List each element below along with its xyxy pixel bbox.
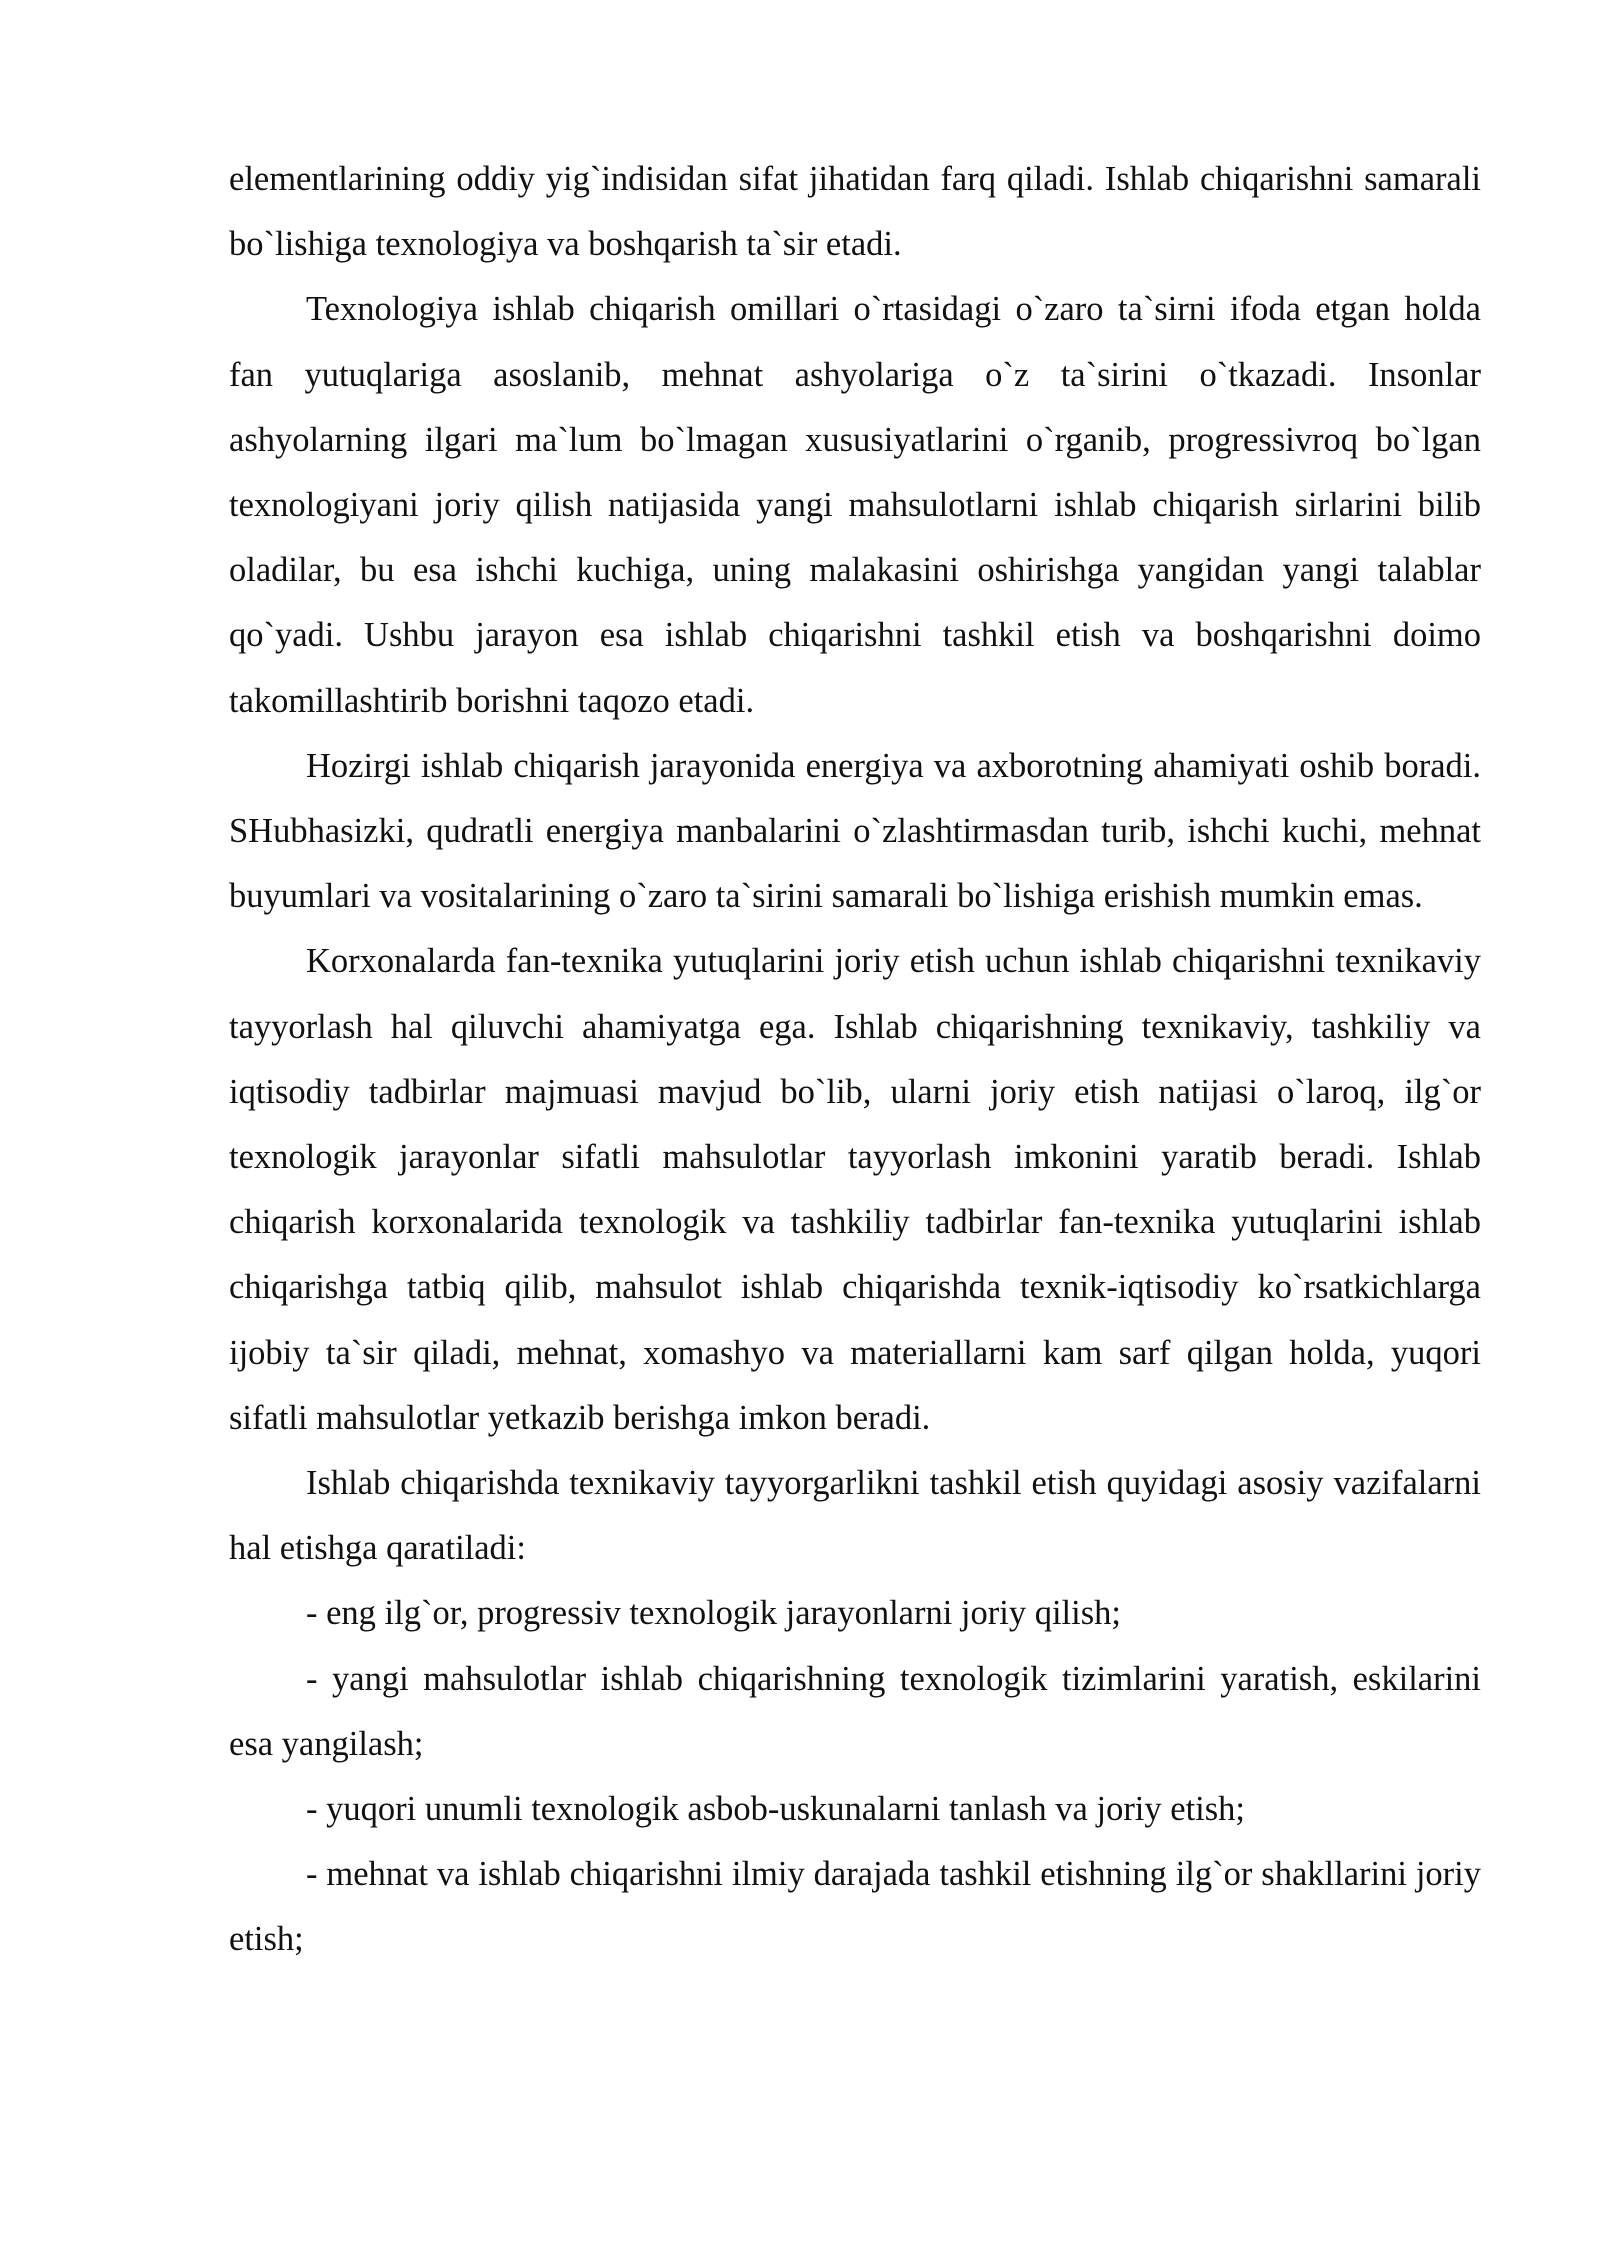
paragraph-continuation: elementlarining oddiy yig`indisidan sifat jihatidan farq qiladi. Ishlab chiqarishni samarali bo`lishiga texnologiya va boshqarish ta`sir etadi.: [229, 160, 1481, 264]
list-item: - yangi mahsulotlar ishlab chiqarishning texnologik tizimlarini yaratish, eskilarini esa yangilash;: [229, 1659, 1481, 1763]
list-item: - yuqori unumli texnologik asbob-uskunalarni tanlash va joriy etish;: [306, 1790, 1246, 1829]
list-item: - mehnat va ishlab chiqarishni ilmiy darajada tashkil etishning ilg`or shakllarini joriy etish;: [229, 1855, 1481, 1959]
document-body: [229, 147, 1481, 1973]
paragraph-enterprises: Korxonalarda fan-texnika yutuqlarini joriy etish uchun ishlab chiqarishni texnikaviy tayyorlash hal qiluvchi ahamiyatga ega. Ishlab chiqarishning texnikaviy, tashkiliy va iqtisodiy tadbirlar majmuasi mavjud bo`lib, ularni joriy etish natijasi o`laroq, ilg`or texnologik jarayonlar sifatli mahsulotlar tayyorlash imkonini yaratib beradi. Ishlab chiqarish korxonalarida texnologik va tashkiliy tadbirlar fan-texnika yutuqlarini ishlab chiqarishga tatbiq qilib, mahsulot ishlab chiqarishda texnik-iqtisodiy ko`rsatkichlarga ijobiy ta`sir qiladi, mehnat, xomashyo va materiallarni kam sarf qilgan holda, yuqori sifatli mahsulotlar yetkazib berishga imkon beradi.: [229, 942, 1481, 1437]
paragraph-technology: Texnologiya ishlab chiqarish omillari o`rtasidagi o`zaro ta`sirni ifoda etgan holda fan yutuqlariga asoslanib, mehnat ashyolariga o`z ta`sirini o`tkazadi. Insonlar ashyolarning ilgari ma`lum bo`lmagan xususiyatlarini o`rganib, progressivroq bo`lgan texnologiyani joriy qilish natijasida yangi mahsulotlarni ishlab chiqarish sirlarini bilib oladilar, bu esa ishchi kuchiga, uning malakasini oshirishga yangidan yangi talablar qo`yadi. Ushbu jarayon esa ishlab chiqarishni tashkil etish va boshqarishni doimo takomillashtirib borishni taqozo etadi.: [229, 290, 1481, 720]
paragraph-energy: Hozirgi ishlab chiqarish jarayonida energiya va axborotning ahamiyati oshib boradi. SHubhasizki, qudratli energiya manbalarini o`zlashtirmasdan turib, ishchi kuchi, mehnat buyumlari va vositalarining o`zaro ta`sirini samarali bo`lishiga erishish mumkin emas.: [229, 746, 1481, 916]
paragraph-tasks-intro: Ishlab chiqarishda texnikaviy tayyorgarlikni tashkil etish quyidagi asosiy vazifalarni hal etishga qaratiladi:: [229, 1464, 1481, 1568]
list-item: - eng ilg`or, progressiv texnologik jarayonlarni joriy qilish;: [306, 1594, 1121, 1633]
